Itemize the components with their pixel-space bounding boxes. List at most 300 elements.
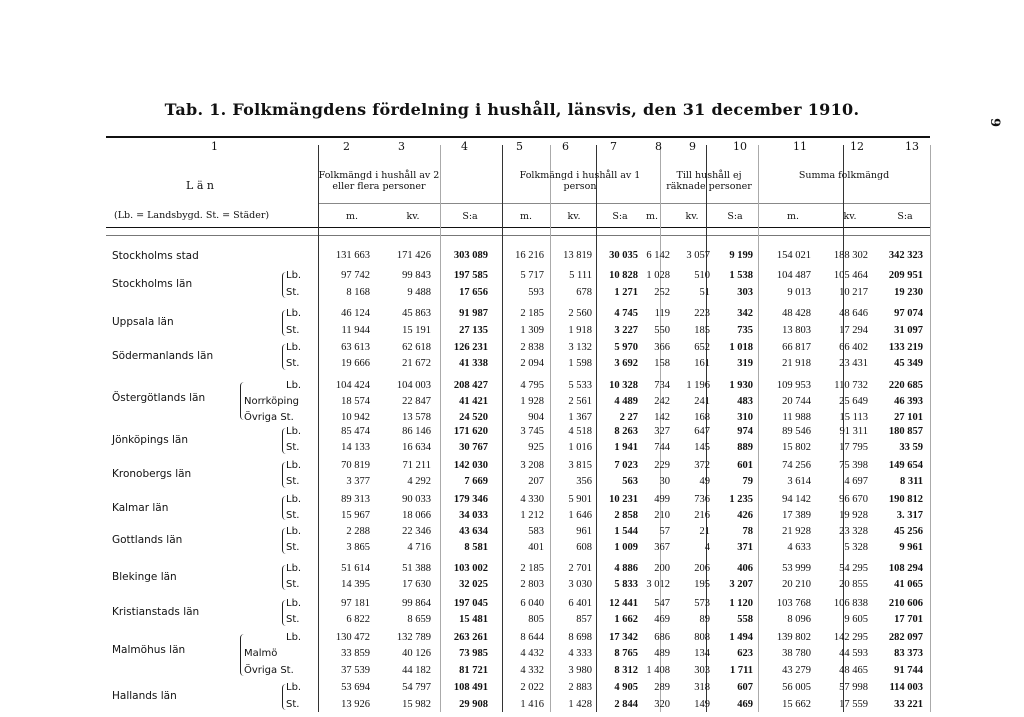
row-brace: [282, 462, 287, 488]
column-number: 3: [398, 140, 405, 153]
table-cell: 206: [694, 563, 710, 574]
table-cell: 5 328: [844, 542, 868, 553]
table-cell: 3 614: [787, 476, 811, 487]
table-cell: 48 646: [839, 308, 868, 319]
table-cell: 11 988: [782, 412, 811, 423]
table-cell: 808: [694, 632, 710, 643]
table-cell: 499: [654, 494, 670, 505]
table-cell: 216: [694, 510, 710, 521]
table-cell: 5 533: [568, 380, 592, 391]
table-cell: 372: [694, 460, 710, 471]
table-cell: 33 859: [341, 648, 370, 659]
table-cell: 44 182: [402, 665, 431, 676]
table-cell: 974: [737, 426, 753, 437]
table-cell: 57 998: [839, 682, 868, 693]
table-cell: 13 803: [782, 325, 811, 336]
table-cell: 171 426: [396, 250, 431, 261]
table-cell: 1 928: [520, 396, 544, 407]
row-brace: [282, 684, 287, 710]
table-cell: 106 838: [833, 598, 868, 609]
table-cell: 734: [654, 380, 670, 391]
table-cell: 66 402: [839, 342, 868, 353]
lan-name: Södermanlands län: [112, 350, 214, 362]
table-cell: 18 574: [341, 396, 370, 407]
table-cell: 3 692: [614, 358, 638, 369]
table-cell: 1 028: [646, 270, 670, 281]
sub-header: S:a: [727, 211, 743, 222]
column-number: 8: [655, 140, 662, 153]
table-cell: 1 120: [729, 598, 753, 609]
table-cell: 229: [654, 460, 670, 471]
column-number: 5: [516, 140, 523, 153]
table-cell: 66 817: [782, 342, 811, 353]
table-cell: 142 030: [453, 460, 488, 471]
table-cell: 81 721: [459, 665, 488, 676]
table-cell: 15 967: [341, 510, 370, 521]
table-cell: 9 605: [844, 614, 868, 625]
table-cell: 130 472: [335, 632, 370, 643]
table-cell: 99 843: [402, 270, 431, 281]
area-type: St.: [286, 325, 300, 336]
table-cell: 510: [694, 270, 710, 281]
table-cell: 2 560: [568, 308, 592, 319]
table-cell: 27 101: [894, 412, 923, 423]
sub-header: kv.: [406, 211, 420, 222]
table-cell: 190 812: [888, 494, 923, 505]
table-cell: 1 930: [729, 380, 753, 391]
table-cell: 195: [694, 579, 710, 590]
table-cell: 4 716: [407, 542, 431, 553]
row-brace: [282, 428, 287, 454]
table-cell: 79: [742, 476, 753, 487]
row-brace: [282, 565, 287, 590]
table-cell: 289: [654, 682, 670, 693]
table-cell: 483: [737, 396, 753, 407]
table-cell: 2 094: [520, 358, 544, 369]
table-cell: 71 211: [402, 460, 431, 471]
table-cell: 97 074: [894, 308, 923, 319]
table-cell: 608: [576, 542, 592, 553]
table-cell: 647: [694, 426, 710, 437]
table-cell: 53 999: [782, 563, 811, 574]
sub-header: S:a: [897, 211, 913, 222]
table-cell: 139 802: [776, 632, 811, 643]
lan-name: Kristianstads län: [112, 606, 200, 618]
group-header: Summa folkmängd: [798, 170, 890, 181]
column-number: 1: [211, 140, 218, 153]
table-cell: 7 023: [614, 460, 638, 471]
table-cell: 8 698: [568, 632, 592, 643]
area-type: St.: [286, 699, 300, 710]
table-cell: 13 578: [402, 412, 431, 423]
table-cell: 547: [654, 598, 670, 609]
table-cell: 4 697: [844, 476, 868, 487]
table-cell: 735: [737, 325, 753, 336]
table-cell: 366: [654, 342, 670, 353]
table-cell: 179 346: [453, 494, 488, 505]
table-cell: 1 941: [614, 442, 638, 453]
table-cell: 29 908: [459, 699, 488, 710]
table-cell: 104 424: [335, 380, 370, 391]
table-cell: 241: [694, 396, 710, 407]
table-cell: 8 311: [899, 476, 923, 487]
table-cell: 103 002: [453, 563, 488, 574]
area-type: Lb.: [286, 342, 302, 353]
top-rule-thick: [106, 136, 930, 138]
table-cell: 3 207: [729, 579, 753, 590]
area-type: Lb.: [286, 632, 302, 643]
table-cell: 17 294: [839, 325, 868, 336]
table-cell: 4 292: [407, 476, 431, 487]
table-cell: 34 033: [459, 510, 488, 521]
lan-name: Stockholms stad: [112, 250, 199, 262]
table-cell: 550: [654, 325, 670, 336]
table-cell: 91 987: [459, 308, 488, 319]
table-cell: 342 323: [888, 250, 923, 261]
table-cell: 469: [737, 699, 753, 710]
table-cell: 242: [654, 396, 670, 407]
table-cell: 4 518: [568, 426, 592, 437]
table-cell: 17 342: [609, 632, 638, 643]
table-cell: 23 328: [839, 526, 868, 537]
table-cell: 22 847: [402, 396, 431, 407]
table-cell: 371: [737, 542, 753, 553]
table-cell: 320: [654, 699, 670, 710]
table-cell: 210 606: [888, 598, 923, 609]
table-cell: 303: [694, 665, 710, 676]
table-cell: 1 646: [568, 510, 592, 521]
table-cell: 282 097: [888, 632, 923, 643]
table-cell: 108 294: [888, 563, 923, 574]
table-cell: 208 427: [453, 380, 488, 391]
table-cell: 97 181: [341, 598, 370, 609]
table-cell: 188 302: [833, 250, 868, 261]
table-cell: 303 089: [453, 250, 488, 261]
table-cell: 16 216: [515, 250, 544, 261]
table-cell: 149 654: [888, 460, 923, 471]
table-cell: 4 886: [614, 563, 638, 574]
table-cell: 3 012: [646, 579, 670, 590]
table-cell: 16 634: [402, 442, 431, 453]
table-cell: 96 670: [839, 494, 868, 505]
table-cell: 119: [654, 308, 670, 319]
lan-name: Stockholms län: [112, 278, 193, 290]
table-cell: 9 488: [407, 287, 431, 298]
table-cell: 2 858: [614, 510, 638, 521]
table-cell: 20 744: [782, 396, 811, 407]
table-cell: 22 346: [402, 526, 431, 537]
table-cell: 62 618: [402, 342, 431, 353]
table-cell: 4 633: [787, 542, 811, 553]
column-number: 10: [733, 140, 747, 153]
area-type: St.: [286, 579, 300, 590]
area-type: St.: [286, 358, 300, 369]
row-brace: [282, 528, 287, 554]
table-cell: 310: [737, 412, 753, 423]
table-cell: 1 309: [520, 325, 544, 336]
table-cell: 104 487: [776, 270, 811, 281]
area-type: Norrköping: [244, 396, 300, 407]
table-cell: 19 928: [839, 510, 868, 521]
table-cell: 32 025: [459, 579, 488, 590]
table-cell: 25 649: [839, 396, 868, 407]
table-cell: 1 271: [614, 287, 638, 298]
table-cell: 43 634: [459, 526, 488, 537]
table-cell: 45 349: [894, 358, 923, 369]
table-cell: 30: [659, 476, 670, 487]
table-cell: 303: [737, 287, 753, 298]
table-cell: 401: [528, 542, 544, 553]
table-cell: 27 135: [459, 325, 488, 336]
table-cell: 49: [699, 476, 710, 487]
table-cell: 13 819: [563, 250, 592, 261]
table-cell: 7 669: [464, 476, 488, 487]
table-cell: 223: [694, 308, 710, 319]
area-type: Lb.: [286, 494, 302, 505]
table-cell: 30 035: [609, 250, 638, 261]
table-cell: 185: [694, 325, 710, 336]
table-cell: 2 803: [520, 579, 544, 590]
column-number: 11: [793, 140, 807, 153]
row-brace: [282, 272, 287, 298]
table-cell: 583: [528, 526, 544, 537]
lan-name: Malmöhus län: [112, 644, 186, 656]
table-cell: 83 373: [894, 648, 923, 659]
table-cell: 6 040: [520, 598, 544, 609]
table-cell: 10 328: [609, 380, 638, 391]
table-cell: 10 231: [609, 494, 638, 505]
table-cell: 33 221: [894, 699, 923, 710]
table-cell: 17 795: [839, 442, 868, 453]
table-cell: 57: [659, 526, 670, 537]
column-number: 2: [343, 140, 350, 153]
table-cell: 263 261: [453, 632, 488, 643]
page-number: 9: [987, 118, 1002, 128]
table-cell: 180 857: [888, 426, 923, 437]
table-cell: 10 217: [839, 287, 868, 298]
table-cell: 15 982: [402, 699, 431, 710]
table-cell: 44 593: [839, 648, 868, 659]
table-cell: 2 288: [346, 526, 370, 537]
table-cell: 14 395: [341, 579, 370, 590]
sub-header: S:a: [612, 211, 628, 222]
table-cell: 41 421: [459, 396, 488, 407]
table-cell: 4 795: [520, 380, 544, 391]
table-cell: 86 146: [402, 426, 431, 437]
lan-header: L ä n: [186, 179, 214, 192]
table-cell: 2 561: [568, 396, 592, 407]
sub-header: S:a: [462, 211, 478, 222]
table-cell: 6 142: [646, 250, 670, 261]
header-rule-bottom: [106, 235, 930, 236]
table-cell: 925: [528, 442, 544, 453]
table-cell: 21 672: [402, 358, 431, 369]
table-cell: 5 970: [614, 342, 638, 353]
table-cell: 1 494: [729, 632, 753, 643]
lan-name: Gottlands län: [112, 534, 183, 546]
table-cell: 73 985: [459, 648, 488, 659]
table-cell: 904: [528, 412, 544, 423]
table-cell: 149: [694, 699, 710, 710]
table-cell: 573: [694, 598, 710, 609]
table-cell: 3 865: [346, 542, 370, 553]
table-cell: 8 168: [346, 287, 370, 298]
table-cell: 4 332: [520, 665, 544, 676]
table-cell: 23 431: [839, 358, 868, 369]
table-cell: 9 961: [899, 542, 923, 553]
table-cell: 318: [694, 682, 710, 693]
table-cell: 17 559: [839, 699, 868, 710]
lan-name: Kronobergs län: [112, 468, 192, 480]
table-cell: 563: [622, 476, 638, 487]
table-cell: 110 732: [834, 380, 868, 391]
table-cell: 53 694: [341, 682, 370, 693]
table-cell: 168: [694, 412, 710, 423]
table-cell: 469: [654, 614, 670, 625]
row-brace: [282, 310, 287, 336]
header-rule: [106, 227, 930, 228]
table-cell: 4 432: [520, 648, 544, 659]
table-cell: 63 613: [341, 342, 370, 353]
table-cell: 145: [694, 442, 710, 453]
table-cell: 2 844: [614, 699, 638, 710]
area-type: St.: [286, 287, 300, 298]
table-cell: 126 231: [453, 342, 488, 353]
table-cell: 209 951: [888, 270, 923, 281]
table-cell: 10 942: [341, 412, 370, 423]
table-cell: 12 441: [609, 598, 638, 609]
table-cell: 46 393: [894, 396, 923, 407]
sub-header: kv.: [567, 211, 581, 222]
group-header: Folkmängd i hushåll av 2 eller flera personer: [318, 170, 440, 192]
table-cell: 1 408: [646, 665, 670, 676]
table-cell: 21 918: [782, 358, 811, 369]
table-cell: 4 333: [568, 648, 592, 659]
table-cell: 678: [576, 287, 592, 298]
table-cell: 3 377: [346, 476, 370, 487]
table-cell: 200: [654, 563, 670, 574]
table-cell: 74 256: [782, 460, 811, 471]
table-cell: 51 388: [402, 563, 431, 574]
sub-header: kv.: [685, 211, 699, 222]
table-cell: 51 614: [341, 563, 370, 574]
table-cell: 78: [742, 526, 753, 537]
table-cell: 8 581: [464, 542, 488, 553]
table-cell: 3 227: [614, 325, 638, 336]
row-brace: [282, 344, 287, 370]
table-cell: 40 126: [402, 648, 431, 659]
table-cell: 5 833: [614, 579, 638, 590]
table-cell: 70 819: [341, 460, 370, 471]
lan-name: Hallands län: [112, 690, 177, 702]
table-cell: 252: [654, 287, 670, 298]
column-number: 4: [461, 140, 468, 153]
table-cell: 15 481: [459, 614, 488, 625]
column-divider: [930, 145, 931, 712]
table-cell: 1 428: [568, 699, 592, 710]
table-cell: 889: [737, 442, 753, 453]
table-cell: 197 045: [453, 598, 488, 609]
table-cell: 158: [654, 358, 670, 369]
area-type: Lb.: [286, 380, 302, 391]
table-cell: 1 918: [568, 325, 592, 336]
table-cell: 2 185: [520, 308, 544, 319]
table-cell: 54 295: [839, 563, 868, 574]
table-cell: 10 828: [609, 270, 638, 281]
table-cell: 89 313: [341, 494, 370, 505]
table-cell: 1 009: [614, 542, 638, 553]
table-cell: 8 312: [614, 665, 638, 676]
table-cell: 91 744: [894, 665, 923, 676]
table-cell: 18 066: [402, 510, 431, 521]
table-cell: 17 656: [459, 287, 488, 298]
row-brace: [240, 382, 245, 420]
row-brace: [282, 496, 287, 520]
table-cell: 1 598: [568, 358, 592, 369]
table-cell: 8 765: [614, 648, 638, 659]
table-cell: 1 235: [729, 494, 753, 505]
table-cell: 207: [528, 476, 544, 487]
table-cell: 48 428: [782, 308, 811, 319]
table-cell: 3 208: [520, 460, 544, 471]
table-cell: 1 367: [568, 412, 592, 423]
table-cell: 4 905: [614, 682, 638, 693]
table-cell: 356: [576, 476, 592, 487]
table-cell: 805: [528, 614, 544, 625]
table-cell: 90 033: [402, 494, 431, 505]
table-cell: 43 279: [782, 665, 811, 676]
area-type: Lb.: [286, 460, 302, 471]
table-cell: 5 717: [520, 270, 544, 281]
table-cell: 593: [528, 287, 544, 298]
table-cell: 154 021: [776, 250, 811, 261]
table-cell: 91 311: [839, 426, 868, 437]
table-cell: 1 544: [614, 526, 638, 537]
area-type: Lb.: [286, 682, 302, 693]
table-cell: 342: [737, 308, 753, 319]
group-header: Folkmängd i hushåll av 1 person: [519, 170, 641, 192]
table-cell: 97 742: [341, 270, 370, 281]
area-type: Lb.: [286, 426, 302, 437]
table-cell: 1 016: [568, 442, 592, 453]
area-type: St.: [286, 510, 300, 521]
table-cell: 19 666: [341, 358, 370, 369]
table-cell: 3 815: [568, 460, 592, 471]
table-cell: 75 398: [839, 460, 868, 471]
table-cell: 17 630: [402, 579, 431, 590]
table-cell: 4 745: [614, 308, 638, 319]
sub-header: kv.: [843, 211, 857, 222]
table-cell: 142 295: [833, 632, 868, 643]
lan-name: Jönköpings län: [112, 434, 189, 446]
table-cell: 89 546: [782, 426, 811, 437]
table-cell: 4: [704, 542, 710, 553]
area-type: St.: [286, 614, 300, 625]
table-cell: 133 219: [888, 342, 923, 353]
table-cell: 15 802: [782, 442, 811, 453]
table-cell: 37 539: [341, 665, 370, 676]
table-cell: 17 389: [782, 510, 811, 521]
table-cell: 5 111: [569, 270, 592, 281]
table-cell: 2 838: [520, 342, 544, 353]
table-cell: 607: [737, 682, 753, 693]
column-number: 7: [610, 140, 617, 153]
table-cell: 171 620: [453, 426, 488, 437]
table-cell: 601: [737, 460, 753, 471]
table-cell: 134: [694, 648, 710, 659]
row-brace: [282, 600, 287, 626]
table-cell: 3 057: [686, 250, 710, 261]
